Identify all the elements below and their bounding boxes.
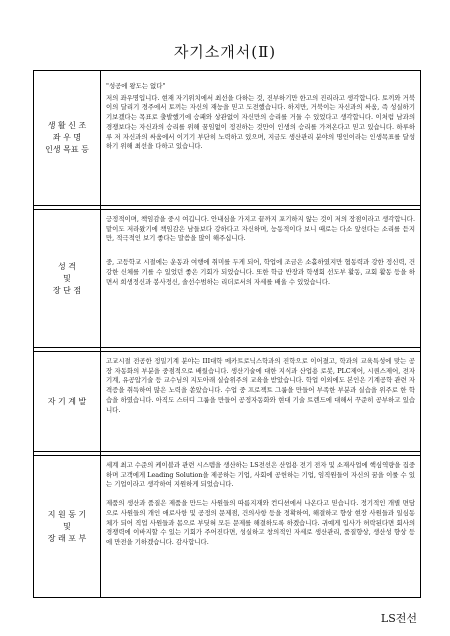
section-row-development bbox=[34, 352, 421, 452]
section-content-personality bbox=[101, 210, 421, 348]
motivation-paragraph-2: 제품의 생산과 품질은 제품을 만드는 사원들의 따름지재와 컨디션에서 나온다고 믿습니다. 정기적인 개별 면담으로 사원들의 개인 애로사항 및 공정의 문제점, 건의사항 등을 정확하여, 해결하고 향상 현장 사원들과 일심동체가 되어 직업 사원들과 몸으로 부딪혀 모든 문제를 해결하도록 하겠습니다. 귀예게 입사가 허락된다면 회사의 경쟁력에 이바지할 수 있는 기회가 주어진다면, 성실하고 창의적인 자세로 생산관리, 품질향상, 생산성 향상 등에 만전을 기하겠습니다. 감사합니다. bbox=[106, 499, 415, 546]
section-label-motto: 생 활 신 조 좌 우 명 인생 목표 등 bbox=[34, 71, 101, 206]
motto-quote: "성공에 왕도는 없다" bbox=[106, 82, 166, 90]
motivation-paragraph-1: 세계 최고 수준의 케이블과 관련 시스템을 생산하는 LS전선은 산업용 전기 전자 및 소재사업에 핵심역량을 집중하며 고객에게 Leading Solution을 제공하는 기업, 사회에 공헌하는 기업, 임직원들이 자신의 꿈을 이룰 수 있는 기업이라고 생각하여 지원하게 되었습니다. bbox=[106, 461, 415, 489]
personality-paragraph-1: 긍정적이며, 책임감을 중시 여깁니다. 안내심을 가지고 끝까지 포기하지 않는 것이 저의 장점이라고 생각합니다. 맡이도 저라왔기에 책임감은 남들보다 강하다고 자신하며, 능동적이다 보니 때로는 다소 앞선다는 소리를 듣지만, 적극적인 보기 좋다는 말씀을 많이 해주십니다. bbox=[106, 215, 415, 243]
section-label-motivation: 지 원 동 기 및 장 래 포 부 bbox=[34, 456, 101, 598]
section-content-motivation bbox=[101, 456, 421, 598]
document-title: 자기소개서(Ⅱ) bbox=[173, 43, 277, 61]
development-paragraph: 고교시절 전공한 정밀기계 분야는 III대학 메카트로닉스학과의 진학으로 이어졌고, 학과의 교육특성에 맞는 공장 자동화의 부분을 중점적으로 배웠습니다. 생산기술에 대한 지식과 산업용 로봇, PLC제어, 시퀀스제어, 전자기계, 유공압기술 등 교수님의 지도아래 실습위주의 교육을 받았습니다. 학업 이외에도 본인은 기계공학 관련 자격증을 취득하여 많은 노력을 쏟았습니다. 수업 중 프로젝트 그룹을 만들어 부족한 부분과 실습을 위주로 한 학습을 하였습니다. 아직도 스터디 그룹을 만들어 공정자동화와 현대 기술 트렌드에 대해서 꾸준히 공부하고 있습니다. bbox=[106, 357, 415, 414]
section-row-personality bbox=[34, 210, 421, 348]
section-content-development bbox=[101, 352, 421, 452]
section-label-development: 자 기 계 발 bbox=[34, 352, 101, 452]
section-row-motivation bbox=[34, 456, 421, 598]
company-signature: LS전선 bbox=[380, 612, 417, 625]
personality-paragraph-2: 중, 고등학교 시절에는 운동과 여행에 취미를 두게 되어, 학업에 조금은 소홀하였지만 협동력과 강한 정신력, 건강한 신체를 기를 수 있었던 좋은 기회가 되었습니다. 또한 학급 반장과 학생회 선도부 활동, 교회 활동 등을 하면서 희생정신과 봉사정신, 솔선수범하는 리더로서의 자세를 배울 수 있었습니다. bbox=[106, 258, 415, 286]
motto-body: 저의 좌우명입니다. 현재 자기위치에서 최선을 다하는 것, 진부하기만 한고의 진리라고 생각합니다. 토끼와 거북이의 달리기 경주에서 토끼는 자신의 재능을 믿고 도전했습니다. 하지만, 거북이는 자신과의 싸움, 즉 성실하기 기보겠다는 목표로 출발했기에 승패와 상관없이 자신만의 승리를 거둘 수 있었다고 생각합니다. 이처럼 남과의 경쟁보다는 자신과의 승리를 위해 꿈임없이 정진하는 것만이 인생의 승리를 가져온다고 믿고 있습니다. 하루하루 저 자신과의 싸움에서 이기기 부단히 노력하고 있으며, 지금도 생산관리 분야의 명인이라는 인생목표를 달성하기 위해 최선을 다하고 있습니다. bbox=[106, 93, 415, 151]
self-introduction-form bbox=[33, 70, 421, 598]
section-label-personality: 성 격 및 장 단 점 bbox=[34, 210, 101, 348]
section-content-motto bbox=[101, 71, 421, 206]
section-row-motto bbox=[34, 71, 421, 206]
